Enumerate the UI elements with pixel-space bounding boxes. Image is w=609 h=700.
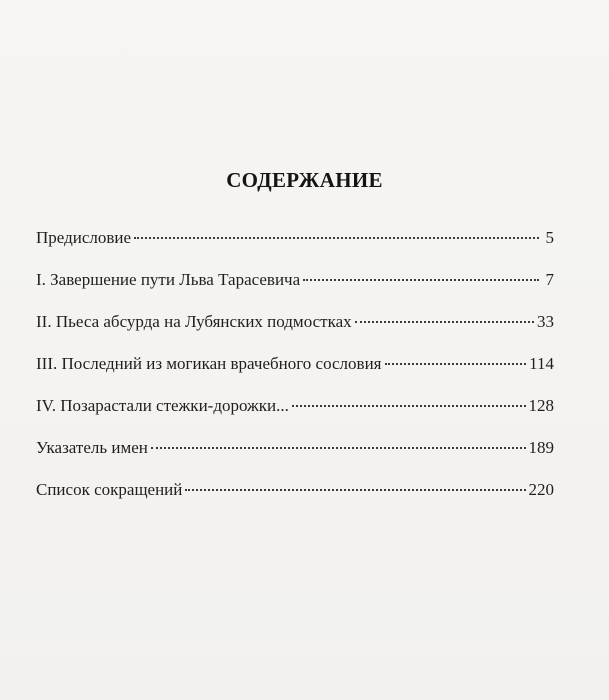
toc-entry-preface: [36, 226, 554, 268]
toc-entry-label: I. Завершение пути Льва Тарасевича: [36, 270, 301, 289]
toc-entry-label: III. Последний из могикан врачебного сословия: [36, 354, 382, 373]
toc-entry-page: 5: [545, 228, 554, 247]
toc-entry-page: 128: [528, 396, 554, 415]
dot-leader: [303, 278, 539, 281]
toc-entry-abbreviations: [36, 478, 554, 520]
toc-entry-label: IV. Позарастали стежки-дорожки...: [36, 396, 289, 415]
toc-entry-label: Указатель имен: [36, 438, 148, 457]
table-of-contents: [36, 226, 554, 520]
toc-entry-label: Предисловие: [36, 228, 132, 247]
dot-leader: [185, 488, 525, 491]
dot-leader: [292, 404, 526, 407]
dot-leader: [385, 362, 527, 365]
toc-entry-page: 189: [528, 438, 554, 457]
toc-entry-label: Список сокращений: [36, 480, 183, 499]
toc-entry-page: 114: [529, 354, 554, 373]
toc-entry-name-index: [36, 436, 554, 478]
toc-entry-chapter-4: [36, 394, 554, 436]
dot-leader: [134, 236, 539, 239]
dot-leader: [151, 446, 526, 449]
toc-entry-page: 220: [528, 480, 554, 499]
toc-entry-page: 7: [545, 270, 554, 289]
toc-entry-page: 33: [537, 312, 554, 331]
page-title: СОДЕРЖАНИЕ: [226, 168, 383, 192]
toc-entry-chapter-3: [36, 352, 554, 394]
dot-leader: [355, 320, 534, 323]
toc-entry-chapter-1: [36, 268, 554, 310]
toc-entry-chapter-2: [36, 310, 554, 352]
toc-entry-label: II. Пьеса абсурда на Лубянских подмостках: [36, 312, 352, 331]
